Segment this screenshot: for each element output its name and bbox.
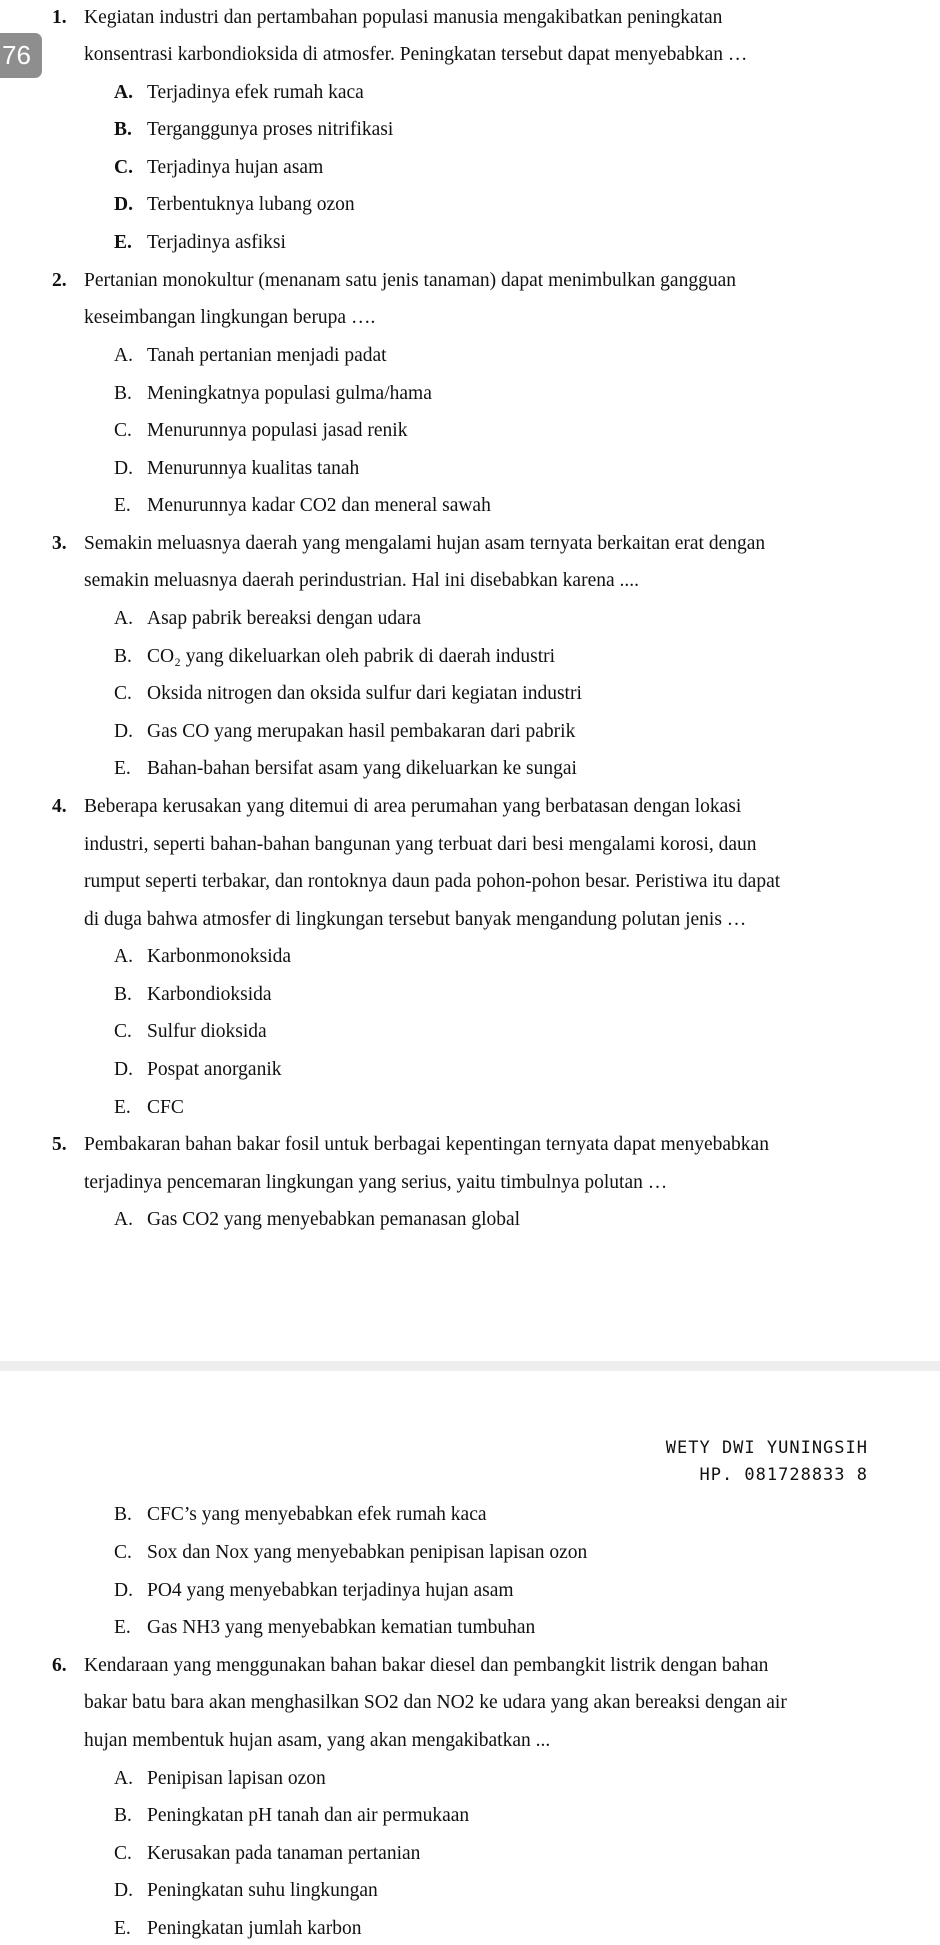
question-4-stem-line-2: industri, seperti bahan-bahan bangunan yang terbuat dari besi mengalami korosi, daun bbox=[84, 834, 757, 855]
option-letter: A. bbox=[114, 1209, 133, 1230]
question-5-stem-line-2: terjadinya pencemaran lingkungan yang serius, yaitu timbulnya polutan … bbox=[84, 1172, 668, 1193]
option-letter: D. bbox=[114, 194, 133, 215]
option-6d[interactable] bbox=[114, 1879, 378, 1903]
option-text: Terbentuknya lubang ozon bbox=[147, 194, 355, 215]
option-letter: C. bbox=[114, 1021, 132, 1042]
option-6b[interactable] bbox=[114, 1804, 469, 1828]
option-1b[interactable] bbox=[114, 118, 393, 142]
option-5e[interactable] bbox=[114, 1616, 535, 1640]
option-text: Gas CO yang merupakan hasil pembakaran dari pabrik bbox=[147, 721, 576, 742]
option-letter: C. bbox=[114, 1542, 132, 1563]
page-divider bbox=[0, 1361, 940, 1371]
question-4-stem-line-3: rumput seperti terbakar, dan rontoknya daun pada pohon-pohon besar. Peristiwa itu dapat bbox=[84, 871, 781, 892]
option-3b[interactable] bbox=[114, 645, 555, 669]
option-text: CFC’s yang menyebabkan efek rumah kaca bbox=[147, 1504, 487, 1525]
option-2a[interactable] bbox=[114, 344, 387, 368]
option-letter: C. bbox=[114, 157, 133, 178]
question-number: 2. bbox=[52, 270, 67, 291]
question-2-stem-line-2: keseimbangan lingkungan berupa …. bbox=[84, 307, 376, 328]
option-letter: B. bbox=[114, 646, 132, 667]
option-1a[interactable] bbox=[114, 81, 364, 105]
option-text: Oksida nitrogen dan oksida sulfur dari kegiatan industri bbox=[147, 683, 582, 704]
option-3e[interactable] bbox=[114, 757, 577, 781]
option-letter: E. bbox=[114, 758, 131, 779]
option-text: Sulfur dioksida bbox=[147, 1021, 267, 1042]
option-letter: D. bbox=[114, 458, 133, 479]
option-text: CO₂ yang dikeluarkan oleh pabrik di daerah industri bbox=[147, 646, 556, 667]
question-6-stem-line-3: hujan membentuk hujan asam, yang akan mengakibatkan ... bbox=[84, 1730, 551, 1751]
option-2e[interactable] bbox=[114, 494, 491, 518]
option-text: Terjadinya hujan asam bbox=[147, 157, 324, 178]
option-letter: D. bbox=[114, 1580, 133, 1601]
option-6a[interactable] bbox=[114, 1767, 326, 1791]
option-1e[interactable] bbox=[114, 231, 286, 255]
page-number-badge: 76 bbox=[0, 33, 42, 78]
option-letter: D. bbox=[114, 1880, 133, 1901]
option-text: Penipisan lapisan ozon bbox=[147, 1768, 326, 1789]
option-text: CFC bbox=[147, 1097, 184, 1118]
option-text: Meningkatnya populasi gulma/hama bbox=[147, 383, 432, 404]
question-3-stem-line-2: semakin meluasnya daerah perindustrian. Hal ini disebabkan karena .... bbox=[84, 570, 640, 591]
option-text: Menurunnya kualitas tanah bbox=[147, 458, 360, 479]
option-letter: A. bbox=[114, 82, 133, 103]
option-6e[interactable] bbox=[114, 1917, 361, 1941]
option-letter: C. bbox=[114, 420, 132, 441]
option-2c[interactable] bbox=[114, 419, 407, 443]
stem-text: Pertanian monokultur (menanam satu jenis tanaman) dapat menimbulkan gangguan bbox=[84, 270, 736, 291]
stem-text: Beberapa kerusakan yang ditemui di area perumahan yang berbatasan dengan lokasi bbox=[84, 796, 742, 817]
option-text: Pospat anorganik bbox=[147, 1059, 282, 1080]
option-text: Terganggunya proses nitrifikasi bbox=[147, 119, 394, 140]
option-letter: B. bbox=[114, 984, 132, 1005]
option-3c[interactable] bbox=[114, 682, 582, 706]
option-letter: B. bbox=[114, 1504, 132, 1525]
question-number: 6. bbox=[52, 1655, 67, 1676]
option-4d[interactable] bbox=[114, 1058, 282, 1082]
option-1c[interactable] bbox=[114, 156, 323, 180]
option-letter: E. bbox=[114, 1617, 131, 1638]
author-phone: HP. 081728833 8 bbox=[699, 1465, 868, 1485]
option-6c[interactable] bbox=[114, 1842, 420, 1866]
option-text: Kerusakan pada tanaman pertanian bbox=[147, 1843, 421, 1864]
option-text: PO4 yang menyebabkan terjadinya hujan asam bbox=[147, 1580, 514, 1601]
stem-text: Semakin meluasnya daerah yang mengalami hujan asam ternyata berkaitan erat dengan bbox=[84, 533, 766, 554]
option-4c[interactable] bbox=[114, 1020, 267, 1044]
option-3a[interactable] bbox=[114, 607, 421, 631]
option-letter: B. bbox=[114, 1805, 132, 1826]
option-2d[interactable] bbox=[114, 457, 359, 481]
option-text: Gas NH3 yang menyebabkan kematian tumbuhan bbox=[147, 1617, 536, 1638]
option-4e[interactable] bbox=[114, 1096, 184, 1120]
stem-text: Kegiatan industri dan pertambahan populasi manusia mengakibatkan peningkatan bbox=[84, 7, 723, 28]
option-letter: C. bbox=[114, 683, 132, 704]
option-text: Karbondioksida bbox=[147, 984, 272, 1005]
option-text: Menurunnya kadar CO2 dan meneral sawah bbox=[147, 495, 491, 516]
option-text: Bahan-bahan bersifat asam yang dikeluarkan ke sungai bbox=[147, 758, 577, 779]
stem-text: Kendaraan yang menggunakan bahan bakar diesel dan pembangkit listrik dengan bahan bbox=[84, 1655, 769, 1676]
option-4b[interactable] bbox=[114, 983, 272, 1007]
question-number: 3. bbox=[52, 533, 67, 554]
option-5b[interactable] bbox=[114, 1503, 487, 1527]
option-letter: A. bbox=[114, 946, 133, 967]
option-3d[interactable] bbox=[114, 720, 575, 744]
question-5-stem-line-1 bbox=[52, 1133, 769, 1157]
option-text: Sox dan Nox yang menyebabkan penipisan lapisan ozon bbox=[147, 1542, 588, 1563]
option-text: Karbonmonoksida bbox=[147, 946, 292, 967]
option-text: Peningkatan suhu lingkungan bbox=[147, 1880, 378, 1901]
option-letter: E. bbox=[114, 1918, 131, 1939]
option-2b[interactable] bbox=[114, 382, 432, 406]
option-1d[interactable] bbox=[114, 193, 355, 217]
option-text: Terjadinya efek rumah kaca bbox=[147, 82, 364, 103]
option-letter: E. bbox=[114, 495, 131, 516]
option-letter: B. bbox=[114, 119, 132, 140]
option-text: Tanah pertanian menjadi padat bbox=[147, 345, 387, 366]
question-4-stem-line-4: di duga bahwa atmosfer di lingkungan tersebut banyak mengandung polutan jenis … bbox=[84, 909, 747, 930]
option-text: Asap pabrik bereaksi dengan udara bbox=[147, 608, 421, 629]
option-text: Terjadinya asfiksi bbox=[147, 232, 286, 253]
option-letter: A. bbox=[114, 1768, 133, 1789]
option-text: Menurunnya populasi jasad renik bbox=[147, 420, 408, 441]
option-letter: D. bbox=[114, 1059, 133, 1080]
question-2-stem-line-1 bbox=[52, 269, 736, 293]
question-1-stem-line-1 bbox=[52, 6, 722, 30]
option-5c[interactable] bbox=[114, 1541, 587, 1565]
option-text: Gas CO2 yang menyebabkan pemanasan global bbox=[147, 1209, 521, 1230]
question-1-stem-line-2: konsentrasi karbondioksida di atmosfer. Peningkatan tersebut dapat menyebabkan … bbox=[84, 44, 748, 65]
option-4a[interactable] bbox=[114, 945, 291, 969]
question-number: 4. bbox=[52, 796, 67, 817]
stem-text: Pembakaran bahan bakar fosil untuk berbagai kepentingan ternyata dapat menyebabkan bbox=[84, 1134, 769, 1155]
option-letter: A. bbox=[114, 608, 133, 629]
author-name: WETY DWI YUNINGSIH bbox=[665, 1438, 868, 1458]
option-letter: A. bbox=[114, 345, 133, 366]
option-letter: E. bbox=[114, 232, 132, 253]
option-text: Peningkatan jumlah karbon bbox=[147, 1918, 362, 1939]
question-6-stem-line-1 bbox=[52, 1654, 768, 1678]
question-6-stem-line-2: bakar batu bara akan menghasilkan SO2 dan NO2 ke udara yang akan bereaksi dengan air bbox=[84, 1692, 787, 1713]
question-number: 5. bbox=[52, 1134, 67, 1155]
question-number: 1. bbox=[52, 7, 67, 28]
question-3-stem-line-1 bbox=[52, 532, 765, 556]
option-5a[interactable] bbox=[114, 1208, 520, 1232]
option-letter: E. bbox=[114, 1097, 131, 1118]
option-text: Peningkatan pH tanah dan air permukaan bbox=[147, 1805, 470, 1826]
question-4-stem-line-1 bbox=[52, 795, 741, 819]
option-letter: C. bbox=[114, 1843, 132, 1864]
option-letter: D. bbox=[114, 721, 133, 742]
option-5d[interactable] bbox=[114, 1579, 514, 1603]
option-letter: B. bbox=[114, 383, 132, 404]
